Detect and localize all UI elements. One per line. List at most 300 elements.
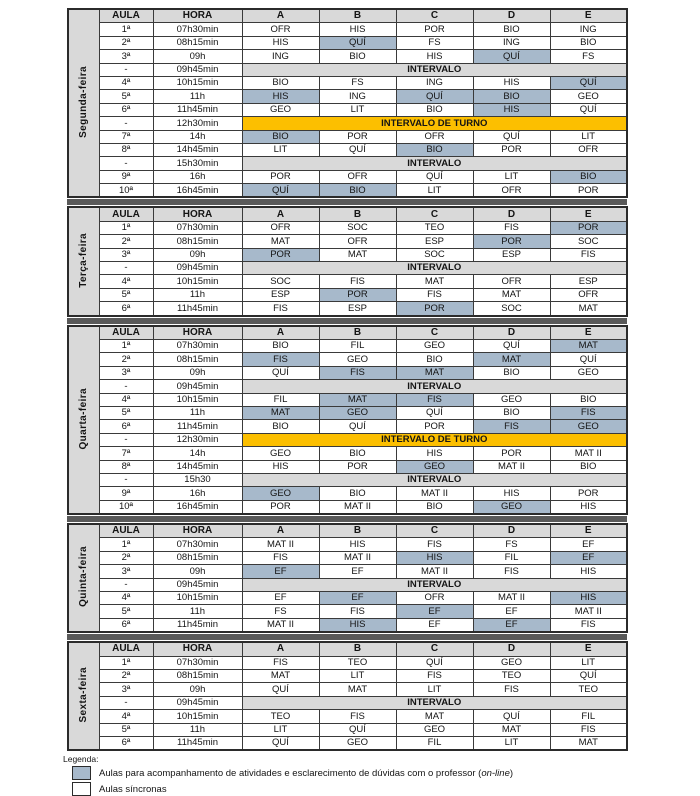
class-row xyxy=(68,143,627,156)
class-row xyxy=(68,656,627,669)
subject-cell-highlighted: MAT xyxy=(473,353,550,366)
day-table xyxy=(67,641,628,751)
day-label: Segunda-feira xyxy=(77,66,89,138)
subject-cell: BIO xyxy=(242,420,319,433)
subject-cell: MAT II xyxy=(319,500,396,514)
class-row xyxy=(68,130,627,143)
subject-cell-highlighted: GEO xyxy=(319,406,396,419)
aula-cell: 7ª xyxy=(99,447,153,460)
subject-cell: EF xyxy=(396,618,473,632)
subject-cell: QUÍ xyxy=(242,683,319,696)
class-row xyxy=(68,605,627,618)
column-header: C xyxy=(396,326,473,340)
class-row xyxy=(68,23,627,36)
interval-cell: INTERVALO xyxy=(242,157,627,170)
subject-cell: OFR xyxy=(550,143,627,156)
aula-cell: 7ª xyxy=(99,130,153,143)
subject-cell: POR xyxy=(473,143,550,156)
hora-cell: 10h15min xyxy=(153,393,242,406)
subject-cell-highlighted: POR xyxy=(242,248,319,261)
hora-cell: 08h15min xyxy=(153,551,242,564)
subject-cell-highlighted: EF xyxy=(473,618,550,632)
subject-cell: QUÍ xyxy=(242,366,319,379)
subject-cell: POR xyxy=(319,130,396,143)
legend-title: Legenda: xyxy=(63,754,99,765)
hora-cell: 14h xyxy=(153,447,242,460)
subject-cell: MAT xyxy=(396,275,473,288)
subject-cell: TEO xyxy=(242,710,319,723)
aula-cell: - xyxy=(99,117,153,130)
subject-cell: FIL xyxy=(473,551,550,564)
hora-cell: 11h xyxy=(153,723,242,736)
subject-cell: FIL xyxy=(319,339,396,352)
class-row xyxy=(68,36,627,49)
subject-cell: OFR xyxy=(396,592,473,605)
subject-cell: GEO xyxy=(550,90,627,103)
subject-cell: SOC xyxy=(473,302,550,316)
hora-cell: 11h45min xyxy=(153,618,242,632)
subject-cell-highlighted: GEO xyxy=(550,420,627,433)
subject-cell: POR xyxy=(473,447,550,460)
aula-cell: 6ª xyxy=(99,302,153,316)
class-row xyxy=(68,406,627,419)
subject-cell: TEO xyxy=(473,669,550,682)
subject-cell: HIS xyxy=(319,23,396,36)
subject-cell: MAT II xyxy=(319,551,396,564)
hora-cell: 09h xyxy=(153,683,242,696)
subject-cell: POR xyxy=(550,487,627,500)
aula-cell: 5ª xyxy=(99,723,153,736)
subject-cell: MAT II xyxy=(550,605,627,618)
day-label-cell xyxy=(68,524,99,632)
interval-row xyxy=(68,578,627,591)
subject-cell-highlighted: FIS xyxy=(550,406,627,419)
subject-cell: HIS xyxy=(396,50,473,63)
class-row xyxy=(68,447,627,460)
class-row xyxy=(68,420,627,433)
aula-cell: 4ª xyxy=(99,393,153,406)
subject-cell: FIL xyxy=(242,393,319,406)
subject-cell: POR xyxy=(550,184,627,198)
subject-cell-highlighted: GEO xyxy=(473,500,550,514)
subject-cell: ING xyxy=(319,90,396,103)
subject-cell: MAT xyxy=(550,736,627,750)
hora-cell: 09h xyxy=(153,50,242,63)
column-header: HORA xyxy=(153,524,242,538)
column-header: B xyxy=(319,524,396,538)
hora-cell: 12h30min xyxy=(153,433,242,446)
interval-row xyxy=(68,380,627,393)
interval-row xyxy=(68,696,627,709)
subject-cell: HIS xyxy=(550,500,627,514)
aula-cell: 6ª xyxy=(99,420,153,433)
hora-cell: 11h xyxy=(153,406,242,419)
subject-cell: EF xyxy=(473,605,550,618)
interval-cell: INTERVALO xyxy=(242,473,627,486)
subject-cell: OFR xyxy=(550,288,627,301)
subject-cell-highlighted: BIO xyxy=(473,90,550,103)
column-header: A xyxy=(242,642,319,656)
subject-cell: EF xyxy=(550,538,627,551)
class-row xyxy=(68,723,627,736)
subject-cell: GEO xyxy=(473,656,550,669)
subject-cell: LIT xyxy=(396,184,473,198)
subject-cell: EF xyxy=(242,592,319,605)
day-separator-band xyxy=(67,318,627,324)
subject-cell: QUÍ xyxy=(473,130,550,143)
subject-cell: FIS xyxy=(242,302,319,316)
subject-cell: MAT xyxy=(473,723,550,736)
subject-cell: GEO xyxy=(396,723,473,736)
aula-cell: - xyxy=(99,157,153,170)
subject-cell: FIS xyxy=(396,288,473,301)
subject-cell-highlighted: EF xyxy=(242,565,319,578)
subject-cell: LIT xyxy=(319,103,396,116)
day-label: Sexta-feira xyxy=(77,667,89,723)
class-row xyxy=(68,184,627,198)
column-header: D xyxy=(473,642,550,656)
interval-cell: INTERVALO xyxy=(242,63,627,76)
subject-cell: ING xyxy=(396,76,473,89)
subject-cell: GEO xyxy=(242,447,319,460)
subject-cell: BIO xyxy=(319,50,396,63)
class-row xyxy=(68,538,627,551)
legend-text-prefix: Aulas para acompanhamento de atividades e esclarecimento de dúvidas com o professor ( xyxy=(99,767,482,779)
class-row xyxy=(68,366,627,379)
subject-cell-highlighted: MAT xyxy=(242,406,319,419)
hora-cell: 09h xyxy=(153,565,242,578)
subject-cell: QUÍ xyxy=(319,723,396,736)
subject-cell: GEO xyxy=(242,103,319,116)
subject-cell-highlighted: GEO xyxy=(396,460,473,473)
subject-cell: LIT xyxy=(550,130,627,143)
aula-cell: - xyxy=(99,63,153,76)
subject-cell: GEO xyxy=(319,353,396,366)
day-separator-band xyxy=(67,199,627,205)
subject-cell: FIS xyxy=(319,710,396,723)
hora-cell: 11h45min xyxy=(153,103,242,116)
subject-cell: FS xyxy=(319,76,396,89)
subject-cell-highlighted: QUÍ xyxy=(396,90,473,103)
subject-cell: HIS xyxy=(242,460,319,473)
subject-cell-highlighted: EF xyxy=(319,592,396,605)
subject-cell: ESP xyxy=(242,288,319,301)
subject-cell: POR xyxy=(242,170,319,183)
class-row xyxy=(68,683,627,696)
column-header: HORA xyxy=(153,9,242,23)
legend-text-italic: on-line xyxy=(481,767,510,779)
class-row xyxy=(68,90,627,103)
subject-cell-highlighted: BIO xyxy=(550,170,627,183)
column-header: B xyxy=(319,326,396,340)
subject-cell: FIS xyxy=(242,656,319,669)
legend xyxy=(63,754,700,796)
column-header: C xyxy=(396,9,473,23)
column-header: E xyxy=(550,524,627,538)
subject-cell: ING xyxy=(242,50,319,63)
aula-cell: 1ª xyxy=(99,23,153,36)
subject-cell: ING xyxy=(473,36,550,49)
day-table xyxy=(67,325,628,515)
subject-cell-highlighted: EF xyxy=(550,551,627,564)
subject-cell: ING xyxy=(550,23,627,36)
turno-interval-cell: INTERVALO DE TURNO xyxy=(242,117,627,130)
subject-cell: FS xyxy=(550,50,627,63)
hora-cell: 11h45min xyxy=(153,302,242,316)
subject-cell: BIO xyxy=(396,103,473,116)
subject-cell-highlighted: POR xyxy=(550,221,627,234)
aula-cell: - xyxy=(99,578,153,591)
day-label-cell xyxy=(68,642,99,750)
legend-item-sincronas xyxy=(72,782,700,796)
aula-cell: 2ª xyxy=(99,353,153,366)
class-row xyxy=(68,248,627,261)
subject-cell: QUÍ xyxy=(550,353,627,366)
subject-cell: GEO xyxy=(550,366,627,379)
class-row xyxy=(68,302,627,316)
column-header: AULA xyxy=(99,524,153,538)
subject-cell: HIS xyxy=(550,565,627,578)
subject-cell: ESP xyxy=(473,248,550,261)
subject-cell: QUÍ xyxy=(473,339,550,352)
column-header: E xyxy=(550,9,627,23)
subject-cell: GEO xyxy=(396,339,473,352)
subject-cell: HIS xyxy=(473,487,550,500)
subject-cell: HIS xyxy=(396,447,473,460)
column-header: D xyxy=(473,9,550,23)
subject-cell: QUÍ xyxy=(550,103,627,116)
hora-cell: 11h xyxy=(153,90,242,103)
aula-cell: 10ª xyxy=(99,184,153,198)
class-row xyxy=(68,221,627,234)
subject-cell: BIO xyxy=(242,76,319,89)
column-header: C xyxy=(396,524,473,538)
subject-cell: BIO xyxy=(550,36,627,49)
aula-cell: 4ª xyxy=(99,592,153,605)
subject-cell: FIS xyxy=(319,605,396,618)
subject-cell: LIT xyxy=(319,669,396,682)
subject-cell: FIS xyxy=(319,275,396,288)
interval-row xyxy=(68,117,627,130)
hora-cell: 07h30min xyxy=(153,538,242,551)
subject-cell-highlighted: POR xyxy=(473,235,550,248)
subject-cell-highlighted: HIS xyxy=(396,551,473,564)
subject-cell: OFR xyxy=(242,221,319,234)
class-row xyxy=(68,288,627,301)
hora-cell: 16h xyxy=(153,170,242,183)
header-row xyxy=(68,9,627,23)
aula-cell: 1ª xyxy=(99,656,153,669)
aula-cell: 4ª xyxy=(99,710,153,723)
hora-cell: 07h30min xyxy=(153,221,242,234)
subject-cell: FIL xyxy=(396,736,473,750)
timetable-blocks xyxy=(67,8,700,751)
hora-cell: 09h xyxy=(153,248,242,261)
hora-cell: 08h15min xyxy=(153,235,242,248)
subject-cell: BIO xyxy=(550,460,627,473)
subject-cell: MAT II xyxy=(242,618,319,632)
hora-cell: 10h15min xyxy=(153,710,242,723)
subject-cell-highlighted: QUÍ xyxy=(242,184,319,198)
class-row xyxy=(68,170,627,183)
hora-cell: 14h xyxy=(153,130,242,143)
header-row xyxy=(68,207,627,221)
subject-cell: FIS xyxy=(473,683,550,696)
subject-cell-highlighted: MAT xyxy=(319,393,396,406)
subject-cell: TEO xyxy=(319,656,396,669)
class-row xyxy=(68,393,627,406)
class-row xyxy=(68,500,627,514)
subject-cell: EF xyxy=(319,565,396,578)
column-header: A xyxy=(242,9,319,23)
subject-cell: BIO xyxy=(473,23,550,36)
subject-cell: POR xyxy=(242,500,319,514)
day-separator-band xyxy=(67,516,627,522)
subject-cell: MAT II xyxy=(473,460,550,473)
aula-cell: 3ª xyxy=(99,366,153,379)
aula-cell: 1ª xyxy=(99,339,153,352)
hora-cell: 11h xyxy=(153,288,242,301)
class-row xyxy=(68,618,627,632)
aula-cell: 6ª xyxy=(99,103,153,116)
interval-cell: INTERVALO xyxy=(242,262,627,275)
column-header: C xyxy=(396,642,473,656)
subject-cell: QUÍ xyxy=(319,143,396,156)
subject-cell-highlighted: QUÍ xyxy=(473,50,550,63)
subject-cell-highlighted: HIS xyxy=(319,618,396,632)
subject-cell-highlighted: QUÍ xyxy=(319,36,396,49)
highlight-color-swatch xyxy=(72,766,91,780)
subject-cell: FIS xyxy=(396,669,473,682)
subject-cell: GEO xyxy=(319,736,396,750)
subject-cell: OFR xyxy=(319,235,396,248)
subject-cell: LIT xyxy=(242,143,319,156)
legend-item-online xyxy=(72,766,700,780)
interval-row xyxy=(68,433,627,446)
subject-cell: MAT II xyxy=(473,592,550,605)
aula-cell: 3ª xyxy=(99,50,153,63)
column-header: B xyxy=(319,642,396,656)
subject-cell: FIS xyxy=(550,723,627,736)
subject-cell: SOC xyxy=(319,221,396,234)
hora-cell: 11h45min xyxy=(153,420,242,433)
subject-cell: MAT II xyxy=(550,447,627,460)
hora-cell: 09h45min xyxy=(153,380,242,393)
aula-cell: 2ª xyxy=(99,551,153,564)
subject-cell: QUÍ xyxy=(550,669,627,682)
column-header: B xyxy=(319,207,396,221)
column-header: E xyxy=(550,642,627,656)
subject-cell: POR xyxy=(396,420,473,433)
subject-cell: LIT xyxy=(550,656,627,669)
aula-cell: 10ª xyxy=(99,500,153,514)
column-header: D xyxy=(473,326,550,340)
subject-cell: MAT xyxy=(550,302,627,316)
subject-cell: ESP xyxy=(550,275,627,288)
aula-cell: 9ª xyxy=(99,487,153,500)
column-header: AULA xyxy=(99,326,153,340)
subject-cell-highlighted: MAT xyxy=(550,339,627,352)
subject-cell: FIS xyxy=(473,565,550,578)
subject-cell: LIT xyxy=(473,736,550,750)
subject-cell-highlighted: POR xyxy=(396,302,473,316)
column-header: HORA xyxy=(153,326,242,340)
subject-cell: FS xyxy=(396,36,473,49)
subject-cell: QUÍ xyxy=(396,170,473,183)
subject-cell: LIT xyxy=(242,723,319,736)
hora-cell: 07h30min xyxy=(153,656,242,669)
hora-cell: 14h45min xyxy=(153,143,242,156)
subject-cell: QUÍ xyxy=(396,406,473,419)
class-row xyxy=(68,353,627,366)
class-row xyxy=(68,710,627,723)
hora-cell: 07h30min xyxy=(153,339,242,352)
subject-cell: MAT xyxy=(319,683,396,696)
subject-cell-highlighted: POR xyxy=(319,288,396,301)
header-row xyxy=(68,642,627,656)
day-table xyxy=(67,206,628,316)
hora-cell: 10h15min xyxy=(153,592,242,605)
subject-cell: QUÍ xyxy=(473,710,550,723)
hora-cell: 07h30min xyxy=(153,23,242,36)
hora-cell: 08h15min xyxy=(153,669,242,682)
legend-item-sincronas-text: Aulas síncronas xyxy=(99,783,167,795)
subject-cell: MAT xyxy=(473,288,550,301)
subject-cell: QUÍ xyxy=(242,736,319,750)
column-header: E xyxy=(550,207,627,221)
turno-interval-cell: INTERVALO DE TURNO xyxy=(242,433,627,446)
aula-cell: 6ª xyxy=(99,618,153,632)
hora-cell: 15h30 xyxy=(153,473,242,486)
hora-cell: 09h xyxy=(153,366,242,379)
class-row xyxy=(68,487,627,500)
column-header: AULA xyxy=(99,207,153,221)
subject-cell: POR xyxy=(396,23,473,36)
aula-cell: 4ª xyxy=(99,275,153,288)
class-row xyxy=(68,275,627,288)
subject-cell: POR xyxy=(319,460,396,473)
subject-cell-highlighted: HIS xyxy=(473,103,550,116)
subject-cell: MAT xyxy=(242,669,319,682)
class-row xyxy=(68,50,627,63)
subject-cell: MAT II xyxy=(396,565,473,578)
interval-cell: INTERVALO xyxy=(242,578,627,591)
class-row xyxy=(68,592,627,605)
hora-cell: 11h45min xyxy=(153,736,242,750)
subject-cell: ESP xyxy=(396,235,473,248)
column-header: A xyxy=(242,326,319,340)
subject-cell: LIT xyxy=(396,683,473,696)
subject-cell: BIO xyxy=(319,447,396,460)
subject-cell: FIS xyxy=(550,248,627,261)
aula-cell: 5ª xyxy=(99,605,153,618)
subject-cell: ESP xyxy=(319,302,396,316)
subject-cell: OFR xyxy=(473,184,550,198)
class-row xyxy=(68,669,627,682)
aula-cell: 1ª xyxy=(99,538,153,551)
column-header: A xyxy=(242,207,319,221)
class-row xyxy=(68,460,627,473)
subject-cell: QUÍ xyxy=(396,656,473,669)
hora-cell: 10h15min xyxy=(153,275,242,288)
subject-cell-highlighted: FIS xyxy=(242,353,319,366)
subject-cell: FS xyxy=(473,538,550,551)
interval-row xyxy=(68,157,627,170)
interval-cell: INTERVALO xyxy=(242,696,627,709)
subject-cell: BIO xyxy=(550,393,627,406)
subject-cell: LIT xyxy=(473,170,550,183)
hora-cell: 15h30min xyxy=(153,157,242,170)
